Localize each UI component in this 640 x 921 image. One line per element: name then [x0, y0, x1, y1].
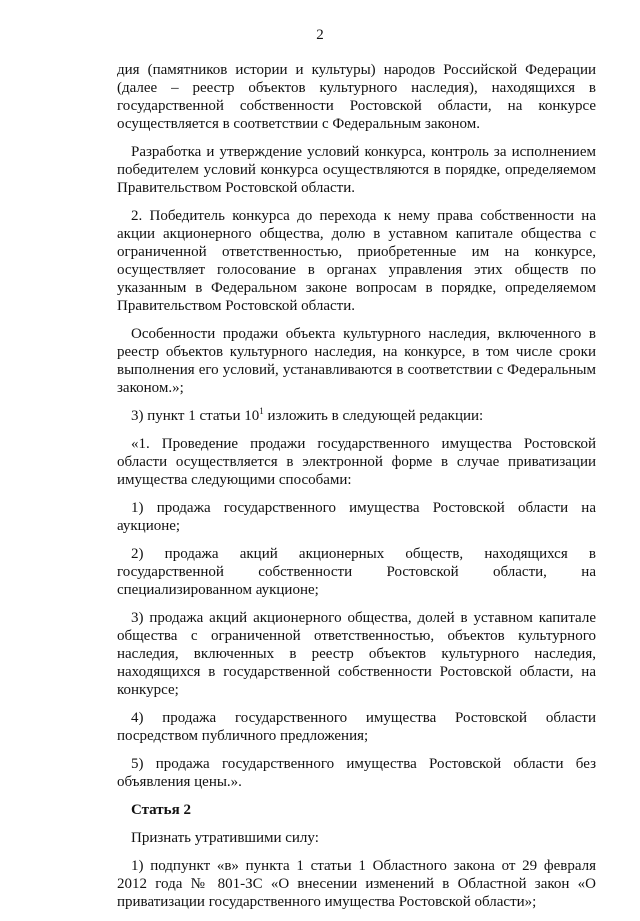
paragraph-item-3	[117, 407, 596, 425]
paragraph-repeal: Признать утратившими силу:	[131, 830, 319, 846]
item-3-superscript: 1	[259, 406, 264, 416]
article-2-heading: Статья 2	[131, 802, 191, 818]
list-item-3: 3) продажа акций акционерного общества, долей в уставном капитале общества с ограниченной ответственностью, объектов культурного наследия, включенных в реестр объектов культурного наследия, находящихся в государственной собственности Ростовской области, на конкурсе;	[117, 610, 596, 698]
list-item-5: 5) продажа государственного имущества Ростовской области без объявления цены.».	[117, 756, 596, 790]
list-item-1: 1) продажа государственного имущества Ростовской области на аукционе;	[117, 500, 596, 534]
paragraph-contest-conditions: Разработка и утверждение условий конкурса, контроль за исполнением победителем условий конкурса осуществляются в порядке, определяемом Правительством Ростовской области.	[117, 144, 596, 196]
paragraph-cultural-heritage-sale: Особенности продажи объекта культурного наследия, включенного в реестр объектов культурного наследия, на конкурсе, в том числе сроки выполнения его условий, устанавливаются в соответствии с Федеральным законом.»;	[117, 326, 596, 396]
item-3-text-before: 3) пункт 1 статьи 10	[131, 408, 260, 424]
document-body	[117, 61, 596, 921]
paragraph-continuation: дия (памятников истории и культуры) народов Российской Федерации (далее – реестр объектов культурного наследия), находящихся в государственной собственности Ростовской области, на конкурсе осуществляется в соответствии с Федеральным законом.	[117, 62, 596, 132]
page-number: 2	[316, 27, 324, 43]
item-3-text-after: изложить в следующей редакции:	[263, 408, 484, 424]
list-item-2: 2) продажа акций акционерных обществ, находящихся в государственной собственности Ростовской области, на специализированном аукционе;	[117, 546, 596, 598]
repeal-item-1: 1) подпункт «в» пункта 1 статьи 1 Областного закона от 29 февраля 2012 года № 801-ЗС «О внесении изменений в Областной закон «О приватизации государственного имущества Ростовской области»;	[117, 858, 596, 910]
list-item-4: 4) продажа государственного имущества Ростовской области посредством публичного предложения;	[117, 710, 596, 744]
paragraph-winner-voting: 2. Победитель конкурса до перехода к нему права собственности на акции акционерного общества, долю в уставном капитале общества с ограниченной ответственностью, приобретенные им на конкурсе, осуществляет голосование в органах управления этих обществ по указанным в Федеральном законе вопросам в порядке, определяемом Правительством Ростовской области.	[117, 208, 596, 314]
paragraph-electronic-form: «1. Проведение продажи государственного имущества Ростовской области осуществляется в электронной форме в случае приватизации имущества следующими способами:	[117, 436, 596, 488]
